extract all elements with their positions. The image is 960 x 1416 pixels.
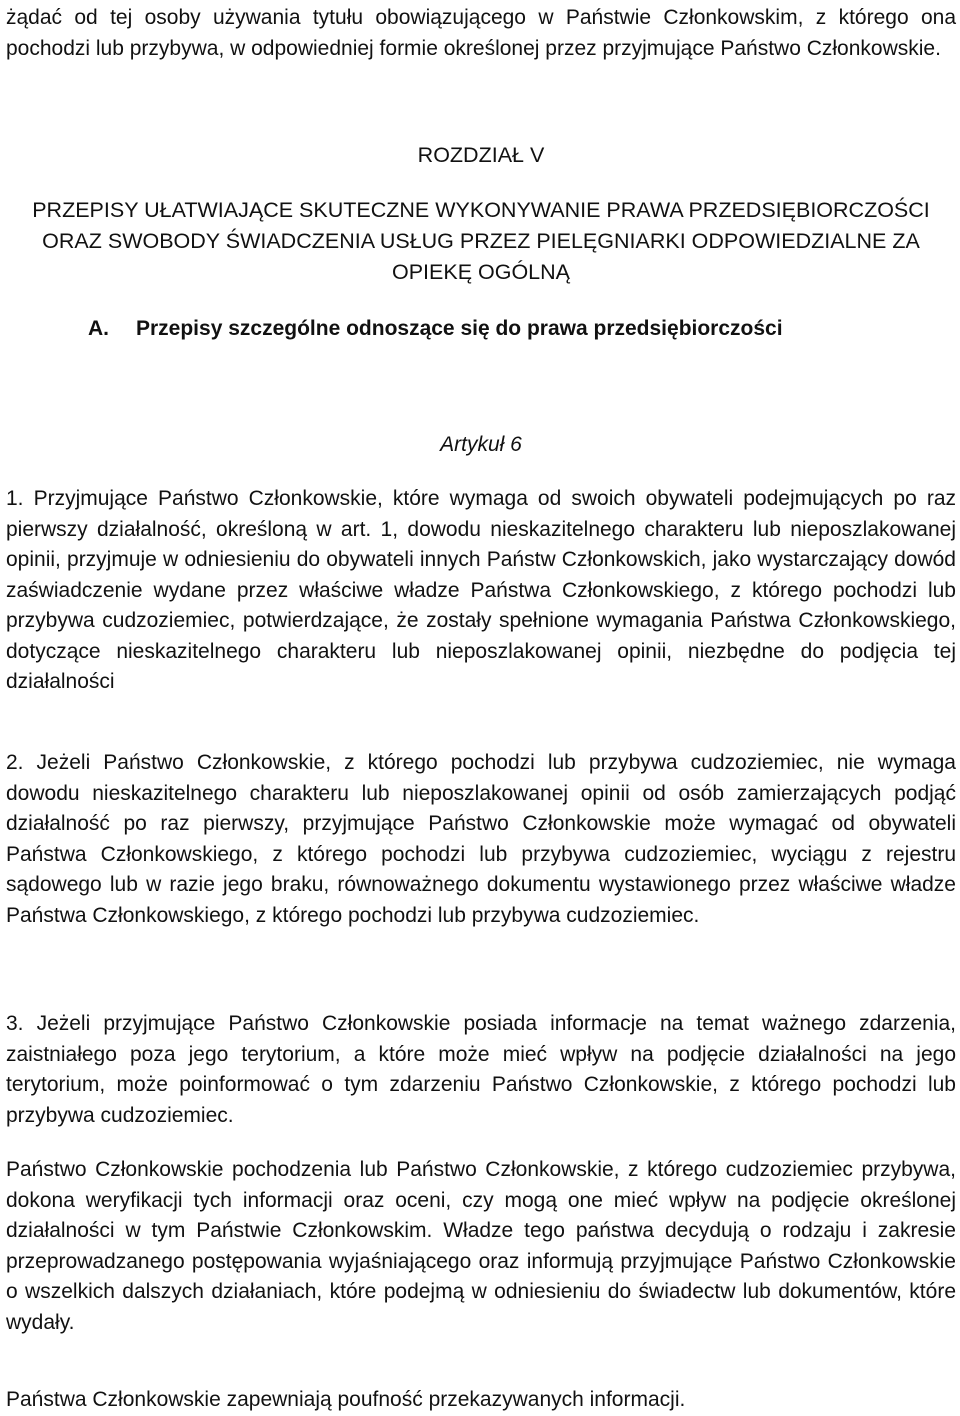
chapter-title: PRZEPISY UŁATWIAJĄCE SKUTECZNE WYKONYWANIE PRAWA PRZEDSIĘBIORCZOŚCI ORAZ SWOBODY ŚWIADCZENIA USŁUG PRZEZ PIELĘGNIARKI ODPOWIEDZIALNE ZA OPIEKĘ OGÓLNĄ (32, 198, 930, 284)
article-paragraph-4: Państwo Członkowskie pochodzenia lub Państwo Członkowskie, z którego cudzoziemiec przybywa, dokona weryfikacji tych informacji oraz oceni, czy mogą one mieć wpływ na podjęcie określonej działalności w tym Państwie Członkowskim. Władze tego państwa decydują o rodzaju i zakresie przeprowadzanego postępowania wyjaśniającego oraz informują przyjmujące Państwo Członkowskie o wszelkich dalszych działaniach, które podejmą w odniesieniu do świadectw lub dokumentów, które wydały. (6, 1158, 956, 1334)
article-paragraph-1: 1. Przyjmujące Państwo Członkowskie, które wymaga od swoich obywateli podejmujących po raz pierwszy działalność, określoną w art. 1, dowodu nieskazitelnego charakteru lub nieposzlakowanej opinii, przyjmuje w odniesieniu do obywateli innych Państw Członkowskich, jako wystarczający dowód zaświadczenie wydane przez właściwe władze Państwa Członkowskiego, z którego pochodzi lub przybywa cudzoziemiec, potwierdzające, że zostały spełnione wymagania Państwa Członkowskiego, dotyczące nieskazitelnego charakteru lub nieposzlakowanej opinii, niezbędne do podjęcia tej działalności (6, 487, 956, 693)
article-paragraph-2: 2. Jeżeli Państwo Członkowskie, z którego pochodzi lub przybywa cudzoziemiec, nie wymaga dowodu nieskazitelnego charakteru lub nieposzlakowanej opinii od osób zamierzających podjąć działalność po raz pierwszy, przyjmujące Państwo Członkowskie może wymagać od obywateli Państwa Członkowskiego, z którego pochodzi lub przybywa cudzoziemiec, wyciągu z rejestru sądowego lub w razie jego braku, równoważnego dokumentu wystawionego przez właściwe władze Państwa Członkowskiego, z którego pochodzi lub przybywa cudzoziemiec. (6, 751, 956, 927)
chapter-number: ROZDZIAŁ V (417, 143, 545, 167)
intro-paragraph: żądać od tej osoby używania tytułu obowiązującego w Państwie Członkowskim, z którego ona pochodzi lub przybywa, w odpowiedniej formie określonej przez przyjmujące Państwo Członkowskie. (6, 6, 956, 60)
section-letter: A. (88, 317, 109, 340)
article-title: Artykuł 6 (440, 433, 522, 456)
article-paragraph-5: Państwa Członkowskie zapewniają poufność przekazywanych informacji. (6, 1388, 686, 1411)
article-paragraph-3: 3. Jeżeli przyjmujące Państwo Członkowskie posiada informacje na temat ważnego zdarzenia, zaistniałego poza jego terytorium, a które może mieć wpływ na podjęcie działalności na jego terytorium, może poinformować o tym zdarzeniu Państwo Członkowskie, z którego pochodzi lub przybywa cudzoziemiec. (6, 1012, 956, 1127)
section-title: Przepisy szczególne odnoszące się do prawa przedsiębiorczości (136, 317, 783, 340)
